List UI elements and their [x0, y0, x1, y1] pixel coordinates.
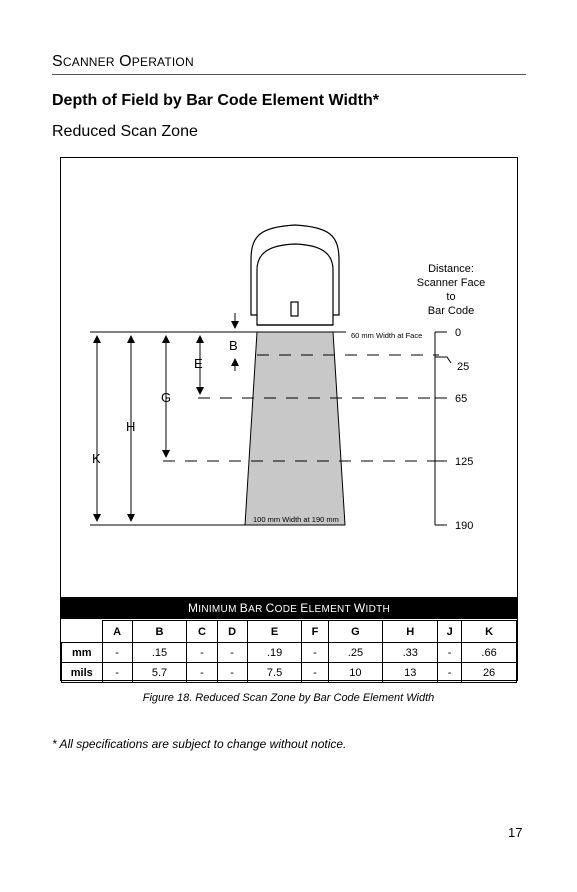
column-header: J — [438, 621, 462, 643]
column-header: E — [247, 621, 302, 643]
section-word: PERATION — [131, 55, 194, 69]
scanner-head — [251, 225, 339, 325]
table-cell: - — [217, 663, 247, 683]
table-heading-part: E — [300, 601, 309, 615]
label-h: H — [126, 419, 136, 434]
page-title: Depth of Field by Bar Code Element Width* — [52, 92, 379, 109]
section-header — [52, 53, 526, 75]
table-cell: - — [302, 643, 328, 663]
column-header: H — [383, 621, 438, 643]
column-header: G — [328, 621, 383, 643]
width-at-190-label: 100 mm Width at 190 mm — [253, 515, 339, 524]
table-row — [62, 643, 517, 663]
page-subtitle: Reduced Scan Zone — [52, 123, 198, 140]
column-header: K — [462, 621, 517, 643]
table-cell: .25 — [328, 643, 383, 663]
distance-scale — [435, 332, 451, 525]
table-header-row — [62, 621, 517, 643]
distance-value: 125 — [455, 456, 474, 468]
table-cell: 26 — [462, 663, 517, 683]
scan-zone-area — [245, 332, 345, 525]
page-number: 17 — [508, 825, 523, 840]
label-k: K — [92, 451, 101, 466]
table-cell: .66 — [462, 643, 517, 663]
label-b: B — [229, 338, 238, 353]
distance-label-line: Distance: — [428, 263, 474, 275]
table-cell: 7.5 — [247, 663, 302, 683]
distance-value: 190 — [455, 520, 474, 532]
table-cell: - — [438, 663, 462, 683]
table-cell: - — [187, 643, 217, 663]
table-heading-part: AR — [248, 604, 266, 615]
label-e: E — [194, 356, 203, 371]
column-header: D — [217, 621, 247, 643]
table-cell: .33 — [383, 643, 438, 663]
table-cell: - — [187, 663, 217, 683]
table-cell: 13 — [383, 663, 438, 683]
section-initial: O — [119, 53, 132, 70]
table-heading-part: IDTH — [365, 604, 391, 615]
table-heading-part: LEMENT — [308, 604, 354, 615]
column-header: B — [132, 621, 187, 643]
table-cell: .19 — [247, 643, 302, 663]
section-word: CANNER — [62, 55, 115, 69]
table-cell: - — [438, 643, 462, 663]
section-initial: S — [52, 53, 63, 70]
distance-label-line: Scanner Face — [416, 277, 486, 289]
table-heading-part: C — [265, 601, 275, 615]
table-corner-cell — [62, 621, 103, 643]
label-g: G — [161, 390, 172, 405]
figure-caption: Figure 18. Reduced Scan Zone by Bar Code Element Width — [142, 692, 435, 704]
row-label: mm — [62, 643, 103, 663]
table-heading-part: INIMUM — [198, 604, 240, 615]
element-width-table — [61, 620, 517, 683]
scan-zone-diagram — [69, 205, 524, 545]
table-heading-part: W — [353, 601, 366, 615]
table-cell: - — [102, 663, 132, 683]
distance-value: 25 — [457, 361, 470, 373]
distance-value: 65 — [455, 393, 468, 405]
table-cell: 10 — [328, 663, 383, 683]
column-header: A — [102, 621, 132, 643]
footnote: * All specifications are subject to change without notice. — [52, 737, 347, 751]
table-cell: .15 — [132, 643, 187, 663]
table-cell: 5.7 — [132, 663, 187, 683]
table-row — [62, 663, 517, 683]
row-label: mils — [62, 663, 103, 683]
width-at-face-label: 60 mm Width at Face — [351, 331, 423, 340]
table-cell: - — [302, 663, 328, 683]
table-heading-part: M — [187, 601, 199, 615]
distance-label-line: to — [446, 291, 456, 303]
table-cell: - — [217, 643, 247, 663]
column-header: F — [302, 621, 328, 643]
table-heading-part: B — [239, 601, 249, 615]
table-heading — [61, 597, 517, 619]
table-cell: - — [102, 643, 132, 663]
column-header: C — [187, 621, 217, 643]
distance-label-line: Bar Code — [427, 305, 475, 317]
distance-value: 0 — [455, 327, 462, 339]
table-heading-part: ODE — [274, 604, 301, 615]
